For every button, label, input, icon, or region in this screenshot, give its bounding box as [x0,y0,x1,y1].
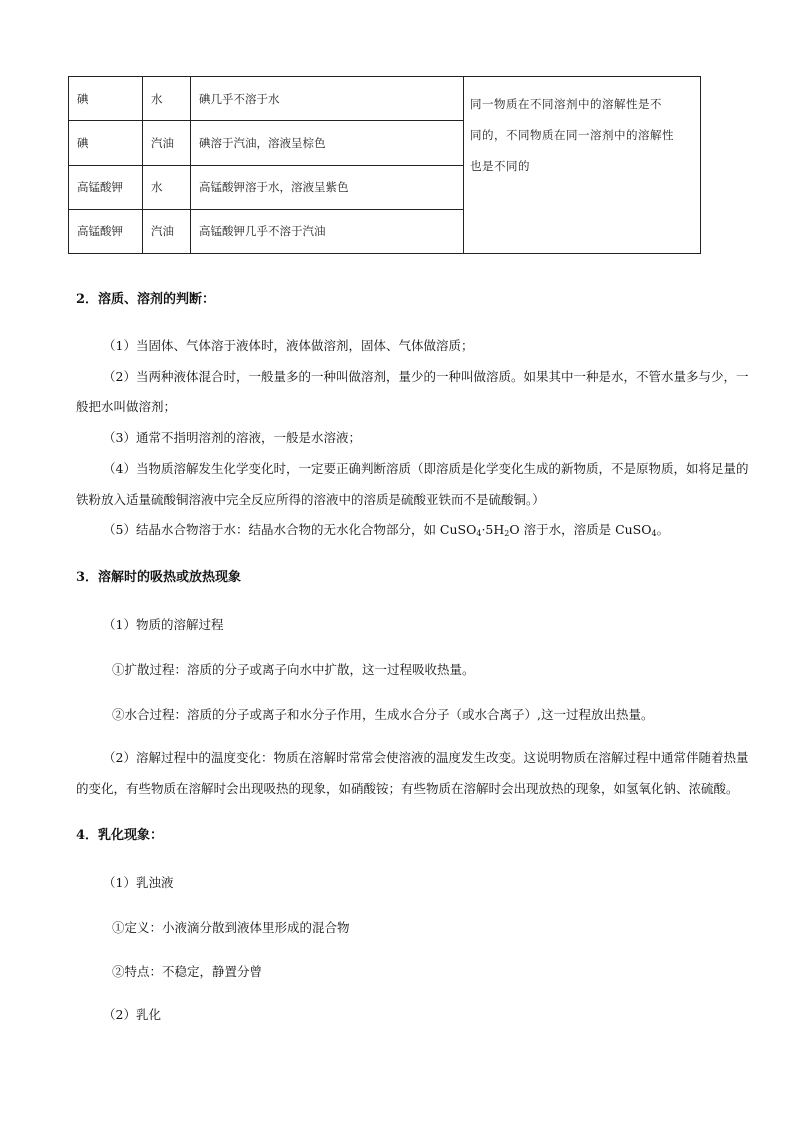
section-heading: 4．乳化现象： [76,828,164,843]
phenomenon-cell: 碘溶于汽油，溶液呈棕色 [191,121,464,165]
subscript: 4 [651,529,657,538]
formula-text: 。 [656,522,670,537]
formula-text: O 溶于水，溶质是 CuSO [509,522,652,537]
subheading: （2）乳化 [103,1007,161,1022]
solute-cell: 碘 [69,121,143,165]
phenomenon-cell: 高锰酸钾溶于水，溶液呈紫色 [191,165,464,209]
table-row [69,77,701,121]
conclusion-line: 同的，不同物质在同一溶剂中的溶解性 [470,128,674,142]
paragraph-line: ①定义：小液滴分散到液体里形成的混合物 [112,920,350,935]
conclusion-line: 同一物质在不同溶剂中的溶解性是不 [470,97,662,111]
solute-cell: 高锰酸钾 [69,165,143,209]
section-heading: 2．溶质、溶剂的判断： [76,292,216,307]
formula-paragraph-line [103,520,669,538]
section-heading: 3．溶解时的吸热或放热现象 [76,570,242,585]
paragraph-line: ①扩散过程：溶质的分子或离子向水中扩散，这一过程吸收热量。 [112,662,475,677]
paragraph-line: （4）当物质溶解发生化学变化时，一定要正确判断溶质（即溶质是化学变化生成的新物质，不是原物质，如将足量的 [103,461,749,476]
solute-cell: 高锰酸钾 [69,209,143,253]
solubility-table [68,76,701,254]
solute-cell: 碘 [69,77,143,121]
solvent-cell: 汽油 [143,209,191,253]
formula-text: ·5H [481,522,505,537]
phenomenon-cell: 碘几乎不溶于水 [191,77,464,121]
paragraph-line: 铁粉放入适量硫酸铜溶液中完全反应所得的溶液中的溶质是硫酸亚铁而不是硫酸铜。） [76,492,545,507]
paragraph-line: （1）当固体、气体溶于液体时，液体做溶剂，固体、气体做溶质； [103,338,474,353]
solvent-cell: 水 [143,165,191,209]
conclusion-cell [464,77,701,254]
paragraph-line: （2）当两种液体混合时，一般量多的一种叫做溶剂，量少的一种叫做溶质。如果其中一种是水，不管水量多与少，一 [103,369,749,384]
subscript: 2 [504,529,510,538]
solvent-cell: 水 [143,77,191,121]
paragraph-line: （3）通常不指明溶剂的溶液，一般是水溶液； [103,430,361,445]
solvent-cell: 汽油 [143,121,191,165]
subscript: 4 [476,529,482,538]
conclusion-line: 也是不同的 [470,159,530,173]
phenomenon-cell: 高锰酸钾几乎不溶于汽油 [191,209,464,253]
subheading: （1）乳浊液 [103,875,174,890]
formula-text: （5）结晶水合物溶于水：结晶水合物的无水化合物部分，如 CuSO [103,522,477,537]
paragraph-line: ②特点：不稳定，静置分曾 [112,964,263,979]
paragraph-line: 般把水叫做溶剂； [76,399,177,414]
subheading: （1）物质的溶解过程 [103,617,224,632]
paragraph-line: ②水合过程：溶质的分子或离子和水分子作用，生成水合分子（或水合离子）,这一过程放出热量。 [112,707,654,722]
paragraph-line: 的变化，有些物质在溶解时会出现吸热的现象，如硝酸铵；有些物质在溶解时会出现放热的现象，如氢氧化钠、浓硫酸。 [76,781,739,796]
paragraph-line: （2）溶解过程中的温度变化：物质在溶解时常常会使溶液的温度发生改变。这说明物质在溶解过程中通常伴随着热量 [103,750,749,765]
